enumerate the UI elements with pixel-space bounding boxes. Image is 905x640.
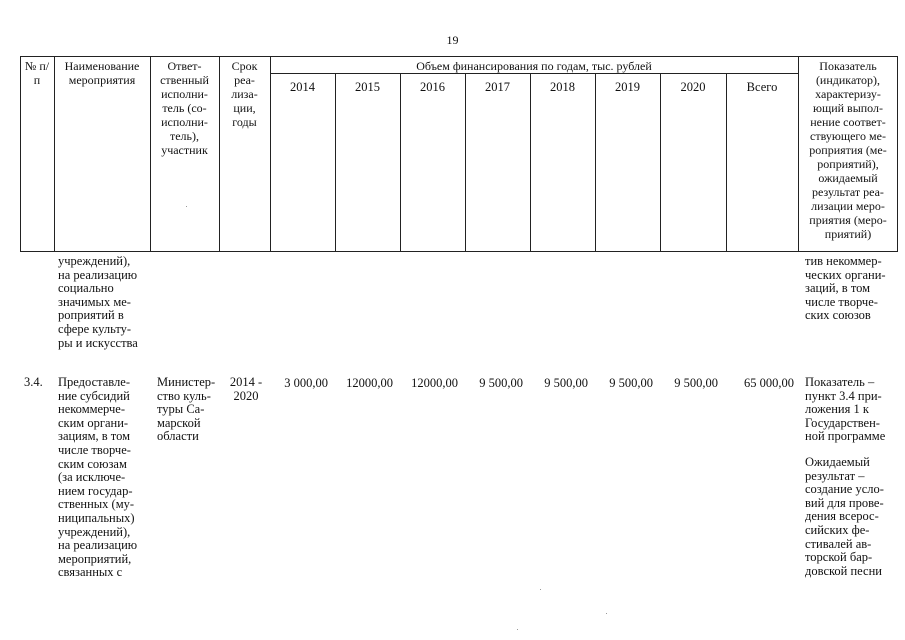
continuation-name-line: роприятий в bbox=[58, 308, 124, 323]
row-indicator-line: Показатель – bbox=[805, 375, 875, 389]
continuation-name-line: на реализацию bbox=[58, 267, 138, 282]
continuation-name-line: социально bbox=[58, 281, 114, 296]
value-2020: 9 500,00 bbox=[674, 376, 718, 390]
row-name-line: Предоставле- bbox=[58, 375, 130, 389]
col-divider bbox=[20, 56, 21, 252]
col-divider bbox=[335, 73, 336, 252]
row-term bbox=[226, 376, 266, 403]
continuation-name bbox=[58, 255, 158, 350]
row-result-line: Ожидаемый bbox=[805, 455, 870, 469]
row-name-line: ским органи- bbox=[58, 415, 129, 430]
row-term-line: 2020 bbox=[233, 388, 259, 403]
row-result-line: торской бар- bbox=[805, 550, 873, 565]
header-year: 2019 bbox=[615, 80, 640, 94]
col-divider bbox=[54, 56, 55, 252]
row-responsible bbox=[157, 376, 229, 444]
row-name-line: (за исключе- bbox=[58, 470, 126, 485]
header-year-total: Всего bbox=[746, 80, 778, 94]
value-2019: 9 500,00 bbox=[609, 376, 653, 390]
continuation-indicator-line: заций, в том bbox=[805, 281, 871, 296]
value-2017: 9 500,00 bbox=[479, 376, 523, 390]
value-2018: 9 500,00 bbox=[544, 376, 588, 390]
row-indicator-line: ложения 1 к bbox=[805, 402, 869, 417]
row-responsible-line: области bbox=[157, 429, 199, 444]
row-result-line: создание усло- bbox=[805, 482, 884, 497]
continuation-name-line: учреждений), bbox=[58, 254, 131, 268]
header-col-number: № п/п bbox=[24, 59, 50, 87]
col-divider bbox=[400, 73, 401, 252]
value-2014: 3 000,00 bbox=[284, 376, 328, 390]
header-col-indicator: Показатель (индикатор), характеризу-ющий выпол-нение соответ-ствующего ме-роприятия (ме-роприятий), ожидаемый результат реа-лизации меро-приятия (меро-приятий) bbox=[809, 59, 887, 241]
row-result-line: вий для прове- bbox=[805, 495, 884, 510]
col-divider bbox=[726, 73, 727, 252]
value-2015: 12000,00 bbox=[346, 376, 393, 390]
continuation-indicator-line: числе творче- bbox=[805, 294, 878, 309]
table-bottom-border bbox=[20, 251, 898, 252]
page-number: 19 bbox=[446, 33, 459, 47]
row-name-line: ние субсидий bbox=[58, 388, 130, 403]
header-year: 2014 bbox=[290, 80, 315, 94]
row-responsible-line: Министер- bbox=[157, 375, 216, 389]
header-year: 2016 bbox=[420, 80, 445, 94]
header-year: 2017 bbox=[485, 80, 510, 94]
row-number: 3.4. bbox=[24, 375, 43, 389]
row-responsible-line: ство куль- bbox=[157, 388, 211, 403]
col-divider bbox=[219, 56, 220, 252]
row-term-line: 2014 - bbox=[229, 375, 263, 389]
row-name-line: ственных (му- bbox=[58, 497, 135, 512]
funding-subheader-line bbox=[270, 73, 798, 74]
scan-speck bbox=[517, 629, 518, 630]
header-col-funding: Объем финансирования по годам, тыс. рублей bbox=[416, 59, 652, 73]
row-expected-result bbox=[805, 456, 903, 578]
row-name bbox=[58, 376, 158, 580]
col-divider bbox=[660, 73, 661, 252]
header-col-term: Срок реа-лиза-ции, годы bbox=[231, 59, 258, 129]
continuation-name-line: ры и искусства bbox=[58, 335, 138, 350]
row-name-line: числе творче- bbox=[58, 442, 131, 457]
header-year: 2020 bbox=[680, 80, 706, 94]
row-responsible-line: туры Са- bbox=[157, 402, 205, 417]
value-2016: 12000,00 bbox=[411, 376, 458, 390]
row-result-line: результат – bbox=[805, 468, 865, 483]
row-result-line: стивалей ав- bbox=[805, 536, 872, 551]
header-year: 2018 bbox=[550, 80, 575, 94]
continuation-indicator-line: ческих органи- bbox=[805, 267, 886, 282]
scan-speck bbox=[186, 206, 187, 207]
col-divider bbox=[530, 73, 531, 252]
row-name-line: связанных с bbox=[58, 565, 123, 580]
table-header bbox=[20, 56, 898, 252]
row-name-line: ниципальных) bbox=[58, 510, 135, 525]
scan-speck bbox=[606, 613, 607, 614]
continuation-indicator-line: тив некоммер- bbox=[805, 254, 882, 268]
col-divider bbox=[150, 56, 151, 252]
row-result-line: довской песни bbox=[805, 563, 882, 578]
header-col-responsible: Ответ-ственный исполни-тель (со-исполни-тель), участник bbox=[160, 59, 209, 157]
row-name-line: мероприятий, bbox=[58, 551, 132, 566]
row-name-line: некоммерче- bbox=[58, 402, 125, 417]
row-responsible-line: марской bbox=[157, 415, 201, 430]
continuation-name-line: значимых ме- bbox=[58, 294, 131, 309]
row-name-line: учреждений), bbox=[58, 524, 131, 539]
col-divider bbox=[798, 56, 799, 252]
value-total: 65 000,00 bbox=[744, 376, 794, 390]
continuation-indicator bbox=[805, 255, 903, 323]
header-col-name: Наименование мероприятия bbox=[64, 59, 140, 87]
row-result-line: сийских фе- bbox=[805, 522, 870, 537]
row-name-line: на реализацию bbox=[58, 538, 138, 553]
row-result-line: дения всерос- bbox=[805, 509, 879, 524]
row-name-line: зациям, в том bbox=[58, 429, 131, 444]
row-name-line: ским союзам bbox=[58, 456, 127, 471]
continuation-name-line: сфере культу- bbox=[58, 321, 132, 336]
row-indicator-line: пункт 3.4 при- bbox=[805, 388, 882, 403]
table-top-border bbox=[20, 56, 898, 57]
row-indicator-line: ной программе bbox=[805, 429, 886, 444]
row-indicator bbox=[805, 376, 903, 444]
col-divider bbox=[595, 73, 596, 252]
continuation-indicator-line: ских союзов bbox=[805, 308, 871, 323]
header-year: 2015 bbox=[355, 80, 380, 94]
row-name-line: нием государ- bbox=[58, 483, 133, 498]
row-indicator-line: Государствен- bbox=[805, 415, 880, 430]
col-divider bbox=[465, 73, 466, 252]
col-divider bbox=[897, 56, 898, 252]
scan-speck bbox=[540, 589, 541, 590]
